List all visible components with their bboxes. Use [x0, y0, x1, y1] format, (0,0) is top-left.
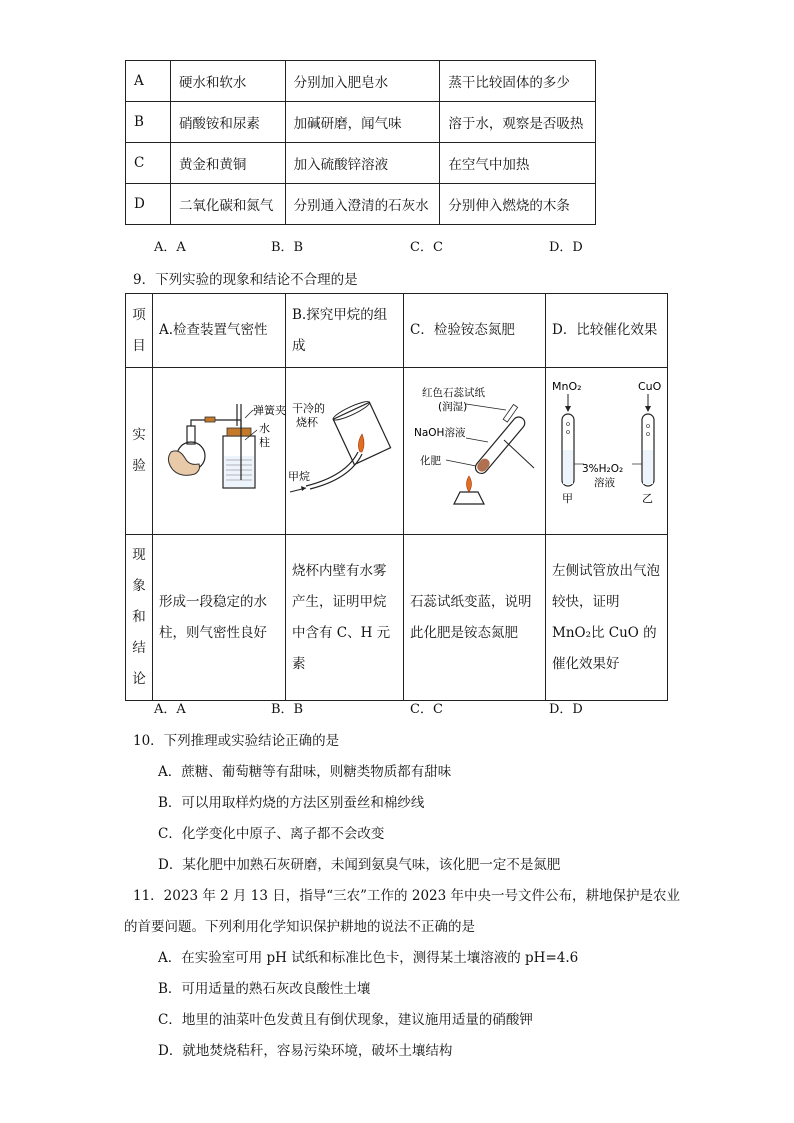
label-yi: 乙	[642, 492, 653, 505]
table-row	[126, 535, 668, 701]
ammonium-test-diagram	[404, 368, 545, 522]
label-jia: 甲	[562, 492, 573, 505]
q11-option-c[interactable]: C．地里的油菜叶色发黄且有倒伏现象，建议施用适量的硝酸钾	[158, 1012, 533, 1028]
clip-icon	[205, 417, 215, 422]
diagram-cell-c	[404, 368, 546, 535]
label-column: 柱	[259, 436, 270, 449]
catalyst-comparison-diagram	[546, 368, 667, 522]
airtightness-apparatus-diagram	[153, 368, 285, 522]
q10-option-a[interactable]: A．蔗糖、葡萄糖等有甜味，则糖类物质都有甜味	[158, 764, 452, 780]
table-cell: 加碱研磨，闻气味	[285, 102, 440, 143]
q11-option-a[interactable]: A．在实验室可用 pH 试纸和标准比色卡，测得某土壤溶液的 pH=4.6	[158, 950, 579, 966]
label-solution: 溶液	[594, 477, 615, 489]
label-h2o2: 3%H₂O₂	[582, 463, 624, 475]
item-b: B.探究甲烷的组成	[286, 294, 404, 368]
row-label: 项 目	[126, 294, 153, 368]
comparison-table	[125, 60, 596, 225]
diagram-cell-b	[286, 368, 404, 535]
diagram-cell-d	[546, 368, 668, 535]
option-b[interactable]: B．B	[271, 240, 304, 255]
q11-option-d[interactable]: D．就地焚烧秸秆，容易污染环境，破坏土壤结构	[158, 1043, 453, 1059]
q10-option-d[interactable]: D．某化肥中加熟石灰研磨，未闻到氨臭气味，该化肥一定不是氮肥	[158, 857, 561, 873]
item-d: D．比较催化效果	[546, 294, 668, 368]
q8-options	[0, 236, 794, 256]
label-naoh: NaOH溶液	[414, 427, 466, 439]
item-c: C．检验铵态氮肥	[404, 294, 546, 368]
flame-icon	[358, 434, 364, 452]
label-mno2: MnO₂	[552, 380, 582, 393]
option-c[interactable]: C．C	[410, 702, 443, 717]
table-cell: 硬水和软水	[170, 61, 285, 102]
q9-options	[0, 698, 794, 718]
label-beaker2: 烧杯	[296, 416, 318, 429]
conclusion-c: 石蕊试纸变蓝，说明此化肥是铵态氮肥	[404, 535, 546, 701]
conclusion-d: 左侧试管放出气泡较快，证明 MnO₂比 CuO 的催化效果好	[546, 535, 668, 701]
table-cell: 分别伸入燃烧的木条	[440, 184, 596, 225]
table-row	[126, 61, 596, 102]
option-d[interactable]: D．D	[549, 240, 583, 255]
label-water: 水	[259, 422, 270, 435]
row-label: 现 象 和 结 论	[126, 535, 153, 701]
question-9-stem: 9．下列实验的现象和结论不合理的是	[133, 272, 358, 288]
option-d[interactable]: D．D	[549, 702, 583, 717]
table-cell: A	[126, 61, 171, 102]
question-10-stem: 10．下列推理或实验结论正确的是	[133, 733, 340, 749]
q10-option-b[interactable]: B．可以用取样灼烧的方法区别蚕丝和棉纱线	[158, 795, 425, 811]
methane-combustion-diagram	[286, 368, 403, 522]
table-cell: 蒸干比较固体的多少	[440, 61, 596, 102]
table-cell: 在空气中加热	[440, 143, 596, 184]
option-c[interactable]: C．C	[410, 240, 443, 255]
option-a[interactable]: A．A	[154, 702, 186, 717]
conclusion-b: 烧杯内壁有水雾产生，证明甲烷中含有 C、H 元素	[286, 535, 404, 701]
option-b[interactable]: B．B	[271, 702, 304, 717]
question-11-stem-line1: 11．2023 年 2 月 13 日，指导“三农”工作的 2023 年中央一号文件公布，耕地保护是农业	[133, 888, 680, 904]
table-row	[126, 368, 668, 535]
table-cell: 硝酸铵和尿素	[170, 102, 285, 143]
conclusion-a: 形成一段稳定的水柱，则气密性良好	[153, 535, 286, 701]
table-row	[126, 102, 596, 143]
label-fertilizer: 化肥	[420, 455, 441, 467]
table-row	[126, 294, 668, 368]
q11-option-b[interactable]: B．可用适量的熟石灰改良酸性土壤	[158, 981, 371, 997]
table-row	[126, 184, 596, 225]
table-cell: 分别加入肥皂水	[285, 61, 440, 102]
table-cell: B	[126, 102, 171, 143]
label-methane: 甲烷	[288, 470, 310, 483]
table-row	[126, 143, 596, 184]
table-cell: D	[126, 184, 171, 225]
experiment-table	[125, 293, 668, 701]
flame-icon	[467, 476, 472, 492]
label-clip: 弹簧夹	[253, 404, 285, 417]
option-a[interactable]: A．A	[154, 240, 186, 255]
table-cell: 黄金和黄铜	[170, 143, 285, 184]
label-beaker: 干冷的	[292, 402, 325, 415]
item-a: A.检查装置气密性	[153, 294, 286, 368]
table-cell: C	[126, 143, 171, 184]
row-label: 实 验	[126, 368, 153, 535]
table-cell: 加入硫酸锌溶液	[285, 143, 440, 184]
table-cell: 分别通入澄清的石灰水	[285, 184, 440, 225]
table-cell: 二氧化碳和氮气	[170, 184, 285, 225]
label-litmus: 红色石蕊试纸	[422, 387, 485, 399]
label-moist: (润湿)	[438, 401, 468, 413]
label-cuo: CuO	[638, 380, 662, 393]
table-cell: 溶于水，观察是否吸热	[440, 102, 596, 143]
question-11-stem-line2: 的首要问题。下列利用化学知识保护耕地的说法不正确的是	[124, 919, 475, 935]
diagram-cell-a	[153, 368, 286, 535]
q10-option-c[interactable]: C．化学变化中原子、离子都不会改变	[158, 826, 385, 842]
